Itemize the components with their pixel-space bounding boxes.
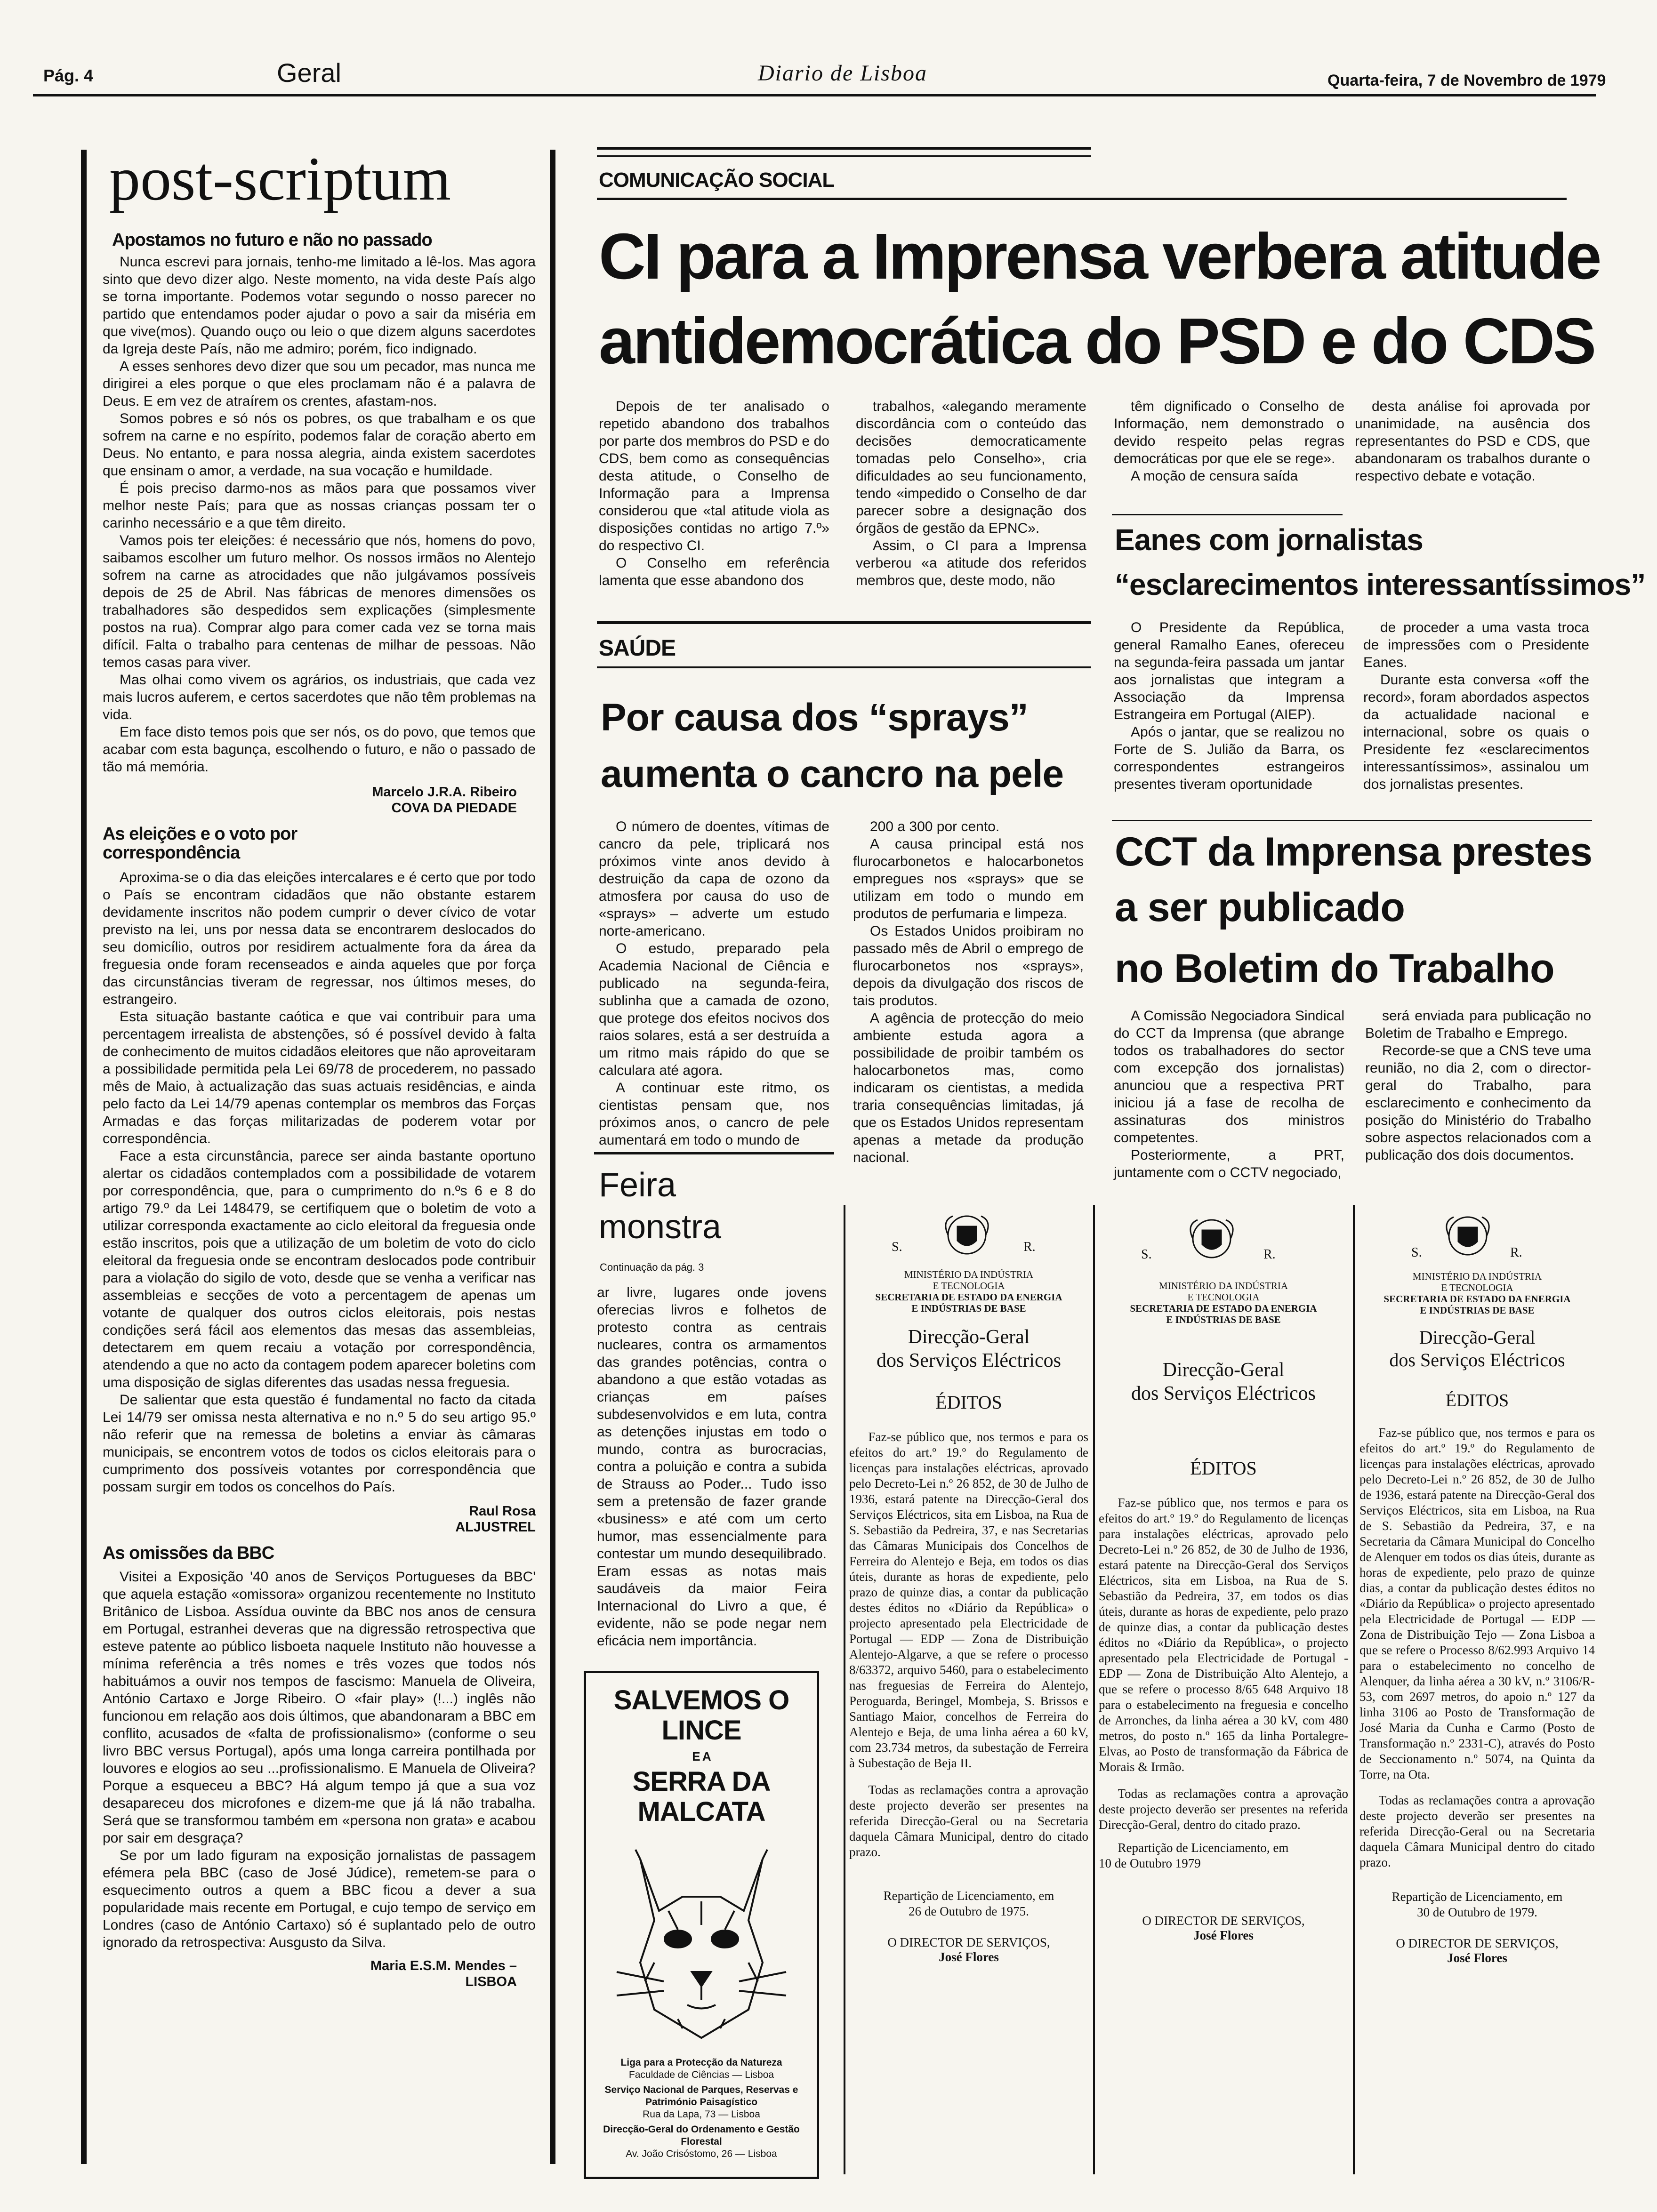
edito-body xyxy=(1099,1495,1348,1833)
editos-divider-2 xyxy=(1093,1205,1095,2174)
paragraph: O estudo, preparado pela Academia Nacional de Ciência e publicado na segunda-feira, sublinha que a camada de ozono, que protege dos efeitos nocivos dos raios solares, está a ser destruída a um ritmo mais rápido do que se calculara até agora. xyxy=(599,941,829,1078)
emblem-icon xyxy=(1183,1214,1240,1263)
paragraph: Todas as reclamações contra a aprovação deste projecto deverão ser presentes na referida Direcção-Geral ou na Secretaria daquela Câmara Municipal, dentro do citado prazo. xyxy=(849,1783,1088,1859)
cs-top-rule-2 xyxy=(597,155,1091,157)
ministry-line: MINISTÉRIO DA INDÚSTRIA xyxy=(1412,1271,1542,1282)
emblem-icon xyxy=(939,1210,995,1259)
ministry-line: E TECNOLOGIA xyxy=(933,1280,1005,1291)
edito-repartition xyxy=(1099,1840,1348,1871)
cct-top-rule xyxy=(1112,820,1592,821)
dg-line: Direcção-Geral xyxy=(1419,1327,1536,1348)
paragraph: Todas as reclamações contra a aprovação deste projecto deverão ser presentes na referida Direcção-Geral ou na Secretaria daquela Câmara Municipal dentro do citado prazo. xyxy=(1359,1793,1595,1869)
paragraph: será enviada para publicação no Boletim de Trabalho e Emprego. xyxy=(1365,1008,1591,1041)
ministry-line: E TECNOLOGIA xyxy=(1187,1291,1260,1303)
paragraph: Posteriormente, a PRT, juntamente com o CCTV negociado, xyxy=(1114,1147,1344,1180)
cct-title-line1: CCT da Imprensa prestes xyxy=(1115,829,1593,874)
rep-line: Repartição de Licenciamento, em xyxy=(1392,1890,1563,1904)
edito-ministry xyxy=(1359,1271,1595,1316)
letter2-signature xyxy=(103,1503,536,1535)
signature-place: LISBOA xyxy=(465,1974,517,1989)
edito-3 xyxy=(1359,1210,1595,1965)
paragraph: Durante esta conversa «off the record», foram abordados aspectos da actualidade nacional e internacional, sobre os quais o Presidente fez «esclarecimentos interessantíssimos», assinalou um dos jornalistas presentes. xyxy=(1363,672,1589,792)
paragraph: Se por um lado figuram na exposição jornalistas de passagem efémera pela BBC (caso de José Júdice), remetem-se para o esquecimento outros a quem a BBC ficou a dever a sua popularidade mais recente em Portugal, e cujo tempo de serviço em Londres (caso de António Cartaxo) só é suplantado pelo de outro ignorado da retrospectiva: Ausgusto da Silva. xyxy=(103,1848,536,1950)
lince-footer-line: Faculdade de Ciências — Lisboa xyxy=(628,2069,774,2080)
saude-col1 xyxy=(599,818,829,1149)
paragraph: Os Estados Unidos proibiram no passado mês de Abril o emprego de flurocarbonetos nos «sprays», depois da divulgação dos riscos de tais produtos. xyxy=(853,923,1084,1009)
signature-name: Maria E.S.M. Mendes – xyxy=(370,1958,517,1973)
cct-col1 xyxy=(1114,1007,1344,1181)
feira-body xyxy=(597,1284,827,1650)
emblem-icon xyxy=(1440,1211,1496,1260)
edito-dg xyxy=(1359,1326,1595,1371)
edito-r: R. xyxy=(1263,1247,1276,1262)
edito-dg xyxy=(1099,1358,1348,1405)
letter2-body xyxy=(103,869,536,1496)
lince-footer-line: Direcção-Geral do Ordenamento e Gestão Florestal xyxy=(603,2124,800,2147)
edito-s: S. xyxy=(1141,1247,1152,1262)
paragraph: Nunca escrevi para jornais, tenho-me limitado a lê-los. Mas agora sinto que devo dizer algo. Neste momento, na vida deste País algo se torna importante. Podemos votar segundo o nosso parecer no partido que entendamos poder ajudar o povo a sair da miséria em que vive(mos). Quando ouço ou leio o que dizem alguns sacerdotes da Igreja deste País, não me admiro; porém, fico indignado. xyxy=(103,254,536,357)
paragraph: Somos pobres e só nós os pobres, os que trabalham e os que sofrem na carne e no espírito, podemos falar de coração aberto em Deus. No entanto, e para nossa alegria, ainda existem sacerdotes que ensinam o amor, a verdade, na sua vocação e humildade. xyxy=(103,411,536,479)
feira-continuation: Continuação da pág. 3 xyxy=(600,1261,704,1273)
paragraph: Em face disto temos pois que ser nós, os do povo, que temos que acabar com esta bagunça, escolhendo o futuro, e não o passado de tão má memória. xyxy=(103,724,536,775)
saude-col2 xyxy=(853,818,1084,1166)
cs-col1 xyxy=(599,398,829,589)
paragraph: Depois de ter analisado o repetido abandono dos trabalhos por parte dos membros do PSD e do CDS, bem como as consequências desta atitude, o Conselho de Informação para a Imprensa considerou que «tal atitude viola as disposições contidas no artigo 7.º» do respectivo CI. xyxy=(599,399,829,553)
cs-col3 xyxy=(1114,398,1344,485)
paragraph: É pois preciso darmo-nos as mãos para que possamos viver melhor neste País; para que as nossas crianças possam ter o carinho necessário e a que têm direito. xyxy=(103,481,536,531)
lince-ea: E A xyxy=(692,1749,711,1763)
edito-body xyxy=(849,1429,1088,1860)
letter3-body xyxy=(103,1568,536,1951)
paragraph: desta análise foi aprovada por unanimidade, na ausência dos representantes do PSD e CDS, que abandonaram os trabalhos durante o respectivo debate e votação. xyxy=(1355,399,1590,484)
ministry-line: MINISTÉRIO DA INDÚSTRIA xyxy=(1158,1280,1288,1291)
edito-director: O DIRECTOR DE SERVIÇOS, xyxy=(887,1935,1050,1949)
cs-kicker: COMUNICAÇÃO SOCIAL xyxy=(599,168,835,192)
letter2-headline: As eleições e o voto por correspondência xyxy=(103,824,298,863)
lince-footer-line: Av. João Crisóstomo, 26 — Lisboa xyxy=(626,2148,777,2159)
paragraph: Faz-se público que, nos termos e para os efeitos do art.º 19.º do Regulamento de licenças para instalações eléctricas, aprovado pelo Decreto-Lei n.º 26 852, de 30 de Julho de 1936, estará patente na Direcção-Geral dos Serviços Eléctricos, sita em Lisboa, na Rua de S. Sebastião da Pedreira, 37, em todos os dias úteis, durante as horas de expediente, pelo prazo de quinze dias, a contar da publicação destes éditos no «Diário da República», o projecto apresentado pela Electricidade de Portugal - EDP — Zona de Distribuição Alto Alentejo, a que se refere o processo 8/65 648 Arquivo 18 para o estabelecimento na freguesia e concelho de Arronches, da linha aérea a 30 kV, com 480 metros, do posto n.º 165 da linha Portalegre-Elvas, ao Posto de transformação da Fábrica de Morais & Irmão. xyxy=(1099,1496,1348,1774)
edito-repartition xyxy=(1359,1889,1595,1920)
saude-title-line1: Por causa dos “sprays” xyxy=(601,696,1028,739)
edito-title: ÉDITOS xyxy=(1190,1458,1257,1479)
edito-director: O DIRECTOR DE SERVIÇOS, xyxy=(1396,1936,1559,1950)
paragraph: A esses senhores devo dizer que sou um pecador, mas nunca me dirigirei a eles porque o que eles proclamam não é a palavra de Deus. E em vez de atraírem os crentes, afastam-nos. xyxy=(103,359,536,409)
lince-footer-line: Liga para a Protecção da Natureza xyxy=(620,2057,782,2068)
dg-line: Direcção-Geral xyxy=(1162,1359,1285,1381)
edito-director: O DIRECTOR DE SERVIÇOS, xyxy=(1142,1914,1305,1928)
edito-ministry xyxy=(849,1269,1088,1314)
letter3-headline: As omissões da BBC xyxy=(103,1543,274,1563)
lince-footer-line: Serviço Nacional de Parques, Reservas e Património Paisagístico xyxy=(604,2084,798,2108)
paragraph: O Conselho em referência lamenta que esse abandono dos xyxy=(599,555,829,588)
paragraph: Faz-se público que, nos termos e para os efeitos do art.º 19.º do Regulamento de licenças para instalações eléctricas, aprovado pelo Decreto-Lei n.º 26 852, de 30 de Julho de 1936, estará patente na Direcção-Geral dos Serviços Eléctricos, sita em Lisboa, na Rua de S. Sebastião da Pedreira, 37, e na Secretaria da Câmara Municipal do Concelho de Alenquer em todos os dias úteis, durante as horas de expediente, pelo prazo de quinze dias, a contar da publicação destes éditos no «Diário da República» o projecto apresentado pela Electricidade de Portugal — EDP — Zona de Distribuição Tejo — Zona Lisboa a que se refere o Processo 8/62.993 Arquivo 14 para o estabelecimento no concelho de Alenquer, da linha aérea a 30 kV, n.º 3106/R-53, com 2697 metros, do apoio n.º 127 da linha 3106 ao Posto de Transformação de José Maria da Cunha e Carmo (Posto de Transformação n.º 2331-C), através do Posto de Seccionamento n.º 5074, na Quinta da Torre, na Ota. xyxy=(1359,1426,1595,1781)
ministry-line: E INDÚSTRIAS DE BASE xyxy=(1166,1314,1281,1325)
feira-title-line2: monstra xyxy=(599,1208,722,1246)
letter3-signature xyxy=(103,1958,536,1990)
signature-place: COVA DA PIEDADE xyxy=(391,801,517,816)
paragraph: Todas as reclamações contra a aprovação deste projecto deverão ser presentes na referida Direcção-Geral, dentro do citado prazo. xyxy=(1099,1787,1348,1832)
rep-line: Repartição de Licenciamento, em xyxy=(883,1889,1054,1903)
paragraph: de proceder a uma vasta troca de impressões com o Presidente Eanes. xyxy=(1363,620,1589,670)
eanes-title-line1: Eanes com jornalistas xyxy=(1115,523,1423,557)
ps-letters xyxy=(103,231,536,1990)
cs-kicker-rule xyxy=(597,198,1567,200)
edito-ministry xyxy=(1099,1280,1348,1325)
paragraph: Recorde-se que a CNS teve uma reunião, no dia 2, com o director-geral do Trabalho, para esclarecimento e conhecimento da posição do Ministério do Trabalho sobre aspectos relacionados com a publicação dos dois documentos. xyxy=(1365,1043,1591,1163)
edito-name: José Flores xyxy=(1193,1928,1254,1942)
feira-top-rule xyxy=(594,1152,834,1154)
edito-r: R. xyxy=(1023,1240,1036,1254)
rep-line: 26 de Outubro de 1975. xyxy=(909,1904,1029,1918)
section-name: Geral xyxy=(277,58,341,88)
paragraph: Mas olhai como vivem os agrários, os industriais, que cada vez mais lucros auferem, e certos sacerdotes que não têm problemas na vida. xyxy=(103,672,536,722)
cs-title-line1: CI para a Imprensa verbera atitude xyxy=(599,220,1600,293)
coat-of-arms xyxy=(1099,1210,1348,1271)
edito-s: S. xyxy=(892,1240,902,1254)
edito-name: José Flores xyxy=(1447,1951,1507,1965)
paragraph: Faz-se público que, nos termos e para os efeitos do art.º 19.º do Regulamento de licenças para instalações eléctricas, aprovado pelo Decreto-Lei n.º 26 852, de 30 de Julho de 1936, estará patente na Direcção-Geral dos Serviços Eléctricos, sita em Lisboa, na Rua de S. Sebastião da Pedreira, 37, e nas Secretarias das Câmaras Municipais dos Concelhos de Ferreira do Alentejo e Beja, em todos os dias úteis, durante as horas de expediente, pelo prazo de quinze dias, a contar da publicação destes éditos no «Diário da República» o projecto apresentado pela Electricidade de Portugal — EDP — Zona de Distribuição Alentejo-Algarve, a que se refere o processo 8/63372, arquivo 5460, para o estabelecimento nas freguesias de Ferreira do Alentejo, Peroguarda, Beringel, Mombeja, S. Brissos e Santiago Maior, concelhos de Ferreira do Alentejo e Beja, de uma linha aérea a 60 kV, com 23.734 metros, da subestação de Ferreira à Subestação de Beja II. xyxy=(849,1430,1088,1770)
ministry-line: SECRETARIA DE ESTADO DA ENERGIA xyxy=(875,1291,1062,1303)
lince-footer xyxy=(586,2047,817,2160)
letter1-signature xyxy=(103,784,536,816)
ministry-line: E INDÚSTRIAS DE BASE xyxy=(911,1303,1026,1314)
ministry-line: SECRETARIA DE ESTADO DA ENERGIA xyxy=(1384,1293,1571,1305)
paragraph: 200 a 300 por cento. xyxy=(870,819,1000,834)
paragraph: A moção de censura saída xyxy=(1131,468,1298,484)
paragraph: Após o jantar, que se realizou no Forte de S. Julião da Barra, os correspondentes estrangeiros presentes tiveram oportunidade xyxy=(1114,724,1344,792)
edito-name: José Flores xyxy=(939,1950,999,1964)
cs-col4 xyxy=(1355,398,1590,485)
header-rule xyxy=(33,94,1596,96)
edito-s: S. xyxy=(1411,1245,1422,1260)
paragraph: Face a esta circunstância, parece ser ainda bastante oportuno alertar os cidadãos contemplados com a possibilidade de votarem por correspondência, que, para o cumprimento do n.ºs 6 e 8 do artigo 79.º da Lei 148479, se certifiquem que o boletim de voto a utilizar corresponda exactamente ao ciclo eleitoral da freguesia onde estão inscritos, pois que a utilização de um boletim de voto do ciclo eleitoral da freguesia onde se encontram deslocados pode contribuir para a violação do sigilo de voto, desde que se venha a verificar nas assembleias e secções de voto a percentagem de apenas um votante de qualquer dos outros ciclos eleitorais, pois nestas condições será fácil aos elementos das mesas das assembleias, detectarem em quem recaiu a votação por correspondência, atendendo a que no acto da contagem podem aparecer boletins com uma disposição de siglas diferentes das usadas nessa freguesia. xyxy=(103,1148,536,1390)
ministry-line: MINISTÉRIO DA INDÚSTRIA xyxy=(904,1269,1034,1280)
paragraph: têm dignificado o Conselho de Informação, nem demonstrado o devido respeito pelas regras democráticas por que ele se rege». xyxy=(1114,399,1344,466)
letter1-headline: Apostamos no futuro e não no passado xyxy=(112,230,432,250)
edito-dg xyxy=(849,1325,1088,1372)
editos-divider-1 xyxy=(844,1205,845,2174)
paragraph: Esta situação bastante caótica e que vai contribuir para uma percentagem irrealista de abstenções, só é possível devido à falta de conhecimento de muitos cidadãos eleitores que não aproveitaram a possibilidade permitida pela Lei 69/78 de procederem, no passado mês de Maio, à actualização das suas actuais residências, e ainda pelo facto da Lei 14/79 apenas contemplar os membros das Forças Armadas e das forças militarizadas de poderem votar por correspondência. xyxy=(103,1009,536,1146)
paragraph: A continuar este ritmo, os cientistas pensam que, nos próximos anos, o cancro de pele aumentará em todo o mundo de xyxy=(599,1080,829,1148)
cct-title-line3: no Boletim do Trabalho xyxy=(1115,946,1554,991)
dg-line: dos Serviços Eléctricos xyxy=(1389,1349,1565,1370)
rep-line: 10 de Outubro 1979 xyxy=(1099,1856,1201,1870)
edito-2 xyxy=(1099,1210,1348,1943)
paragraph: Visitei a Exposição '40 anos de Serviços Portugueses da BBC' que aquela estação «omissora» organizou recentemente no Instituto Britânico de Lisboa. Assídua ouvinte da BBC nos anos de censura em Portugal, estranhei deveras que na digressão retrospectiva que esteve patente ao público lisboeta naquele Instituto não houvesse a mínima referência a três nomes e três vozes que todos nós habituámos a ouvir nos tempos de fascismo: Manuela de Oliveira, António Cartaxo e Jorge Ribeiro. O «fair play» (!...) inglês não funcionou em relação aos dois últimos, que abandonaram a BBC em conflito, acusados de «falta de profissionalismo» (conforme o seu livro BBC versus Portugal), após uma longa carreira pontilhada por louvores e elogios ao seu ...profissionalismo. E Manuela de Oliveira? Porque a esqueceu a BBC? Há algum tempo já que a sua voz desapareceu dos microfones e dizem-me que já lá não trabalha. Será que se transformou também em «persona non grata» e acabou por sair em desgraça? xyxy=(103,1569,536,1846)
paragraph: De salientar que esta questão é fundamental no facto da citada Lei 14/79 ser omissa nesta alternativa e no n.º 5 do seu artigo 95.º não referir que na remessa de boletins a enviar às câmaras municipais, se encontrem votos de todos os ciclos eleitorais para o cumprimento dos possíveis votantes por correspondência que possam surgir em todos os concelhos do País. xyxy=(103,1392,536,1495)
cct-col2 xyxy=(1365,1007,1591,1164)
masthead: Diario de Lisboa xyxy=(758,61,928,86)
paragraph: A Comissão Negociadora Sindical do CCT da Imprensa (que abrange todos os trabalhadores do sector com excepção dos jornalistas) anunciou que a respectiva PRT iniciou já a fase de recolha de assinaturas dos ministros competentes. xyxy=(1114,1008,1344,1146)
edito-1 xyxy=(849,1210,1088,1964)
rep-line: Repartição de Licenciamento, em xyxy=(1118,1841,1289,1855)
paragraph: Aproxima-se o dia das eleições intercalares e é certo que por todo o País se encontram cidadãos que não obstante estarem devidamente inscritos não podem cumprir o dever cívico de votar previsto na lei, uns por nessa data se encontrarem deslocados do seu domicílio, outros por residirem actualmente fora da área da freguesia onde foram recenseados e ainda aqueles que por força das circunstâncias tiveram de regressar, nos últimos meses, do estrangeiro. xyxy=(103,870,536,1007)
cs-title-line2: antidemocrática do PSD e do CDS xyxy=(599,305,1595,377)
paragraph: Assim, o CI para a Imprensa verberou «a atitude dos referidos membros que, deste modo, não xyxy=(856,538,1086,588)
eanes-col2 xyxy=(1363,619,1589,793)
ministry-line: E TECNOLOGIA xyxy=(1441,1282,1513,1293)
rep-line: 30 de Outubro de 1979. xyxy=(1417,1905,1537,1919)
feira-title-line1: Feira xyxy=(599,1166,676,1204)
signature-name: Raul Rosa xyxy=(469,1504,536,1519)
signature-name: Marcelo J.R.A. Ribeiro xyxy=(372,785,517,800)
cs-top-rule xyxy=(597,147,1091,150)
coat-of-arms xyxy=(1359,1210,1595,1266)
cs-col2 xyxy=(856,398,1086,589)
edito-r: R. xyxy=(1510,1245,1522,1260)
edito-title: ÉDITOS xyxy=(935,1392,1002,1413)
edito-title: ÉDITOS xyxy=(1445,1391,1509,1411)
ps-title: post-scriptum xyxy=(109,144,451,213)
dg-line: dos Serviços Eléctricos xyxy=(877,1350,1061,1371)
cct-title-line2: a ser publicado xyxy=(1115,885,1405,930)
lince-title-line1: SALVEMOS O LINCE xyxy=(613,1685,789,1746)
saude-top-rule xyxy=(597,621,1091,624)
coat-of-arms xyxy=(849,1210,1088,1261)
saude-title-line2: aumenta o cancro na pele xyxy=(601,753,1064,795)
saude-kicker: SAÚDE xyxy=(599,636,676,661)
lince-ad xyxy=(584,1671,819,2179)
letter1-body xyxy=(103,253,536,776)
dg-line: dos Serviços Eléctricos xyxy=(1131,1383,1316,1404)
paragraph: Vamos pois ter eleições: é necessário que nós, homens do povo, saibamos escolher um futuro melhor. Os nossos irmãos no Alentejo sofrem na carne as atrocidades que não julgávamos possíveis depois de 25 de Abril. Nas fábricas de menores dimensões os trabalhadores são despedidos sem explicações (simplesmente postos na rua). Comprar algo para comer cada vez se torna mais difícil. Falta o trabalho para centenas de milhar de pessoas. Não temos casas para viver. xyxy=(103,533,536,670)
eanes-title-line2: “esclarecimentos interessantíssimos” xyxy=(1115,568,1646,601)
eanes-col1 xyxy=(1114,619,1344,793)
signature-place: ALJUSTREL xyxy=(455,1520,536,1535)
page-number: Pág. 4 xyxy=(43,66,94,85)
ministry-line: E INDÚSTRIAS DE BASE xyxy=(1420,1305,1535,1316)
ps-right-bar xyxy=(550,150,555,2164)
ps-left-bar xyxy=(81,150,87,2164)
paragraph: A causa principal está nos flurocarbonetos e halocarbonetos empregues nos «sprays» que se utilizam em todo o mundo em produtos de perfumaria e limpeza. xyxy=(853,836,1084,922)
eanes-top-rule xyxy=(1112,514,1343,515)
edito-body xyxy=(1359,1425,1595,1870)
paragraph: O número de doentes, vítimas de cancro da pele, triplicará nos próximos vinte anos devido à destruição da capa de ozono da atmosfera por causa do uso de «sprays» – adverte um estudo norte-americano. xyxy=(599,819,829,939)
paragraph: A agência de protecção do meio ambiente estuda agora a possibilidade de proibir também os halocarbonetos mas, como indicaram os cientistas, a medida traria consequências limitadas, já que os Estados Unidos representam apenas a metade da produção nacional. xyxy=(853,1010,1084,1165)
editos-divider-3 xyxy=(1353,1205,1355,2174)
lince-footer-line: Rua da Lapa, 73 — Lisboa xyxy=(643,2109,760,2120)
saude-kicker-rule xyxy=(597,666,1091,668)
lynx-illustration xyxy=(607,1840,796,2047)
edito-repartition xyxy=(849,1888,1088,1919)
paragraph: ar livre, lugares onde jovens oferecias livros e folhetos de protesto contra as centrais nucleares, contra os armamentos das grandes potências, contra o abandono a que estão votadas as crianças em países subdesenvolvidos e em luta, contra as detenções injustas em todo o mundo, contra as burocracias, contra a poluição e contra a subida de Strauss ao Poder... Tudo isso sem a pretensão de fazer grande «business» e até com um certo humor, mas essencialmente para contestar um mundo desequilibrado. Eram essas as notas mais saudáveis da maior Feira Internacional do Livro a que, é evidente, não se pode negar nem eficácia nem importância. xyxy=(597,1285,827,1649)
lince-title-line2: SERRA DA MALCATA xyxy=(632,1766,771,1827)
issue-date: Quarta-feira, 7 de Novembro de 1979 xyxy=(1327,72,1606,89)
paragraph: O Presidente da República, general Ramalho Eanes, ofereceu na segunda-feira passada um jantar aos jornalistas que integram a Associação da Imprensa Estrangeira em Portugal (AIEP). xyxy=(1114,620,1344,722)
paragraph: trabalhos, «alegando meramente discordância com o conteúdo das decisões democraticamente tomadas pelo Conselho», cria dificuldades ao seu funcionamento, tendo «impedido o Conselho de dar parecer sobre a designação dos órgãos de gestão da EPNC». xyxy=(856,399,1086,536)
dg-line: Direcção-Geral xyxy=(908,1326,1030,1348)
ministry-line: SECRETARIA DE ESTADO DA ENERGIA xyxy=(1130,1303,1317,1314)
